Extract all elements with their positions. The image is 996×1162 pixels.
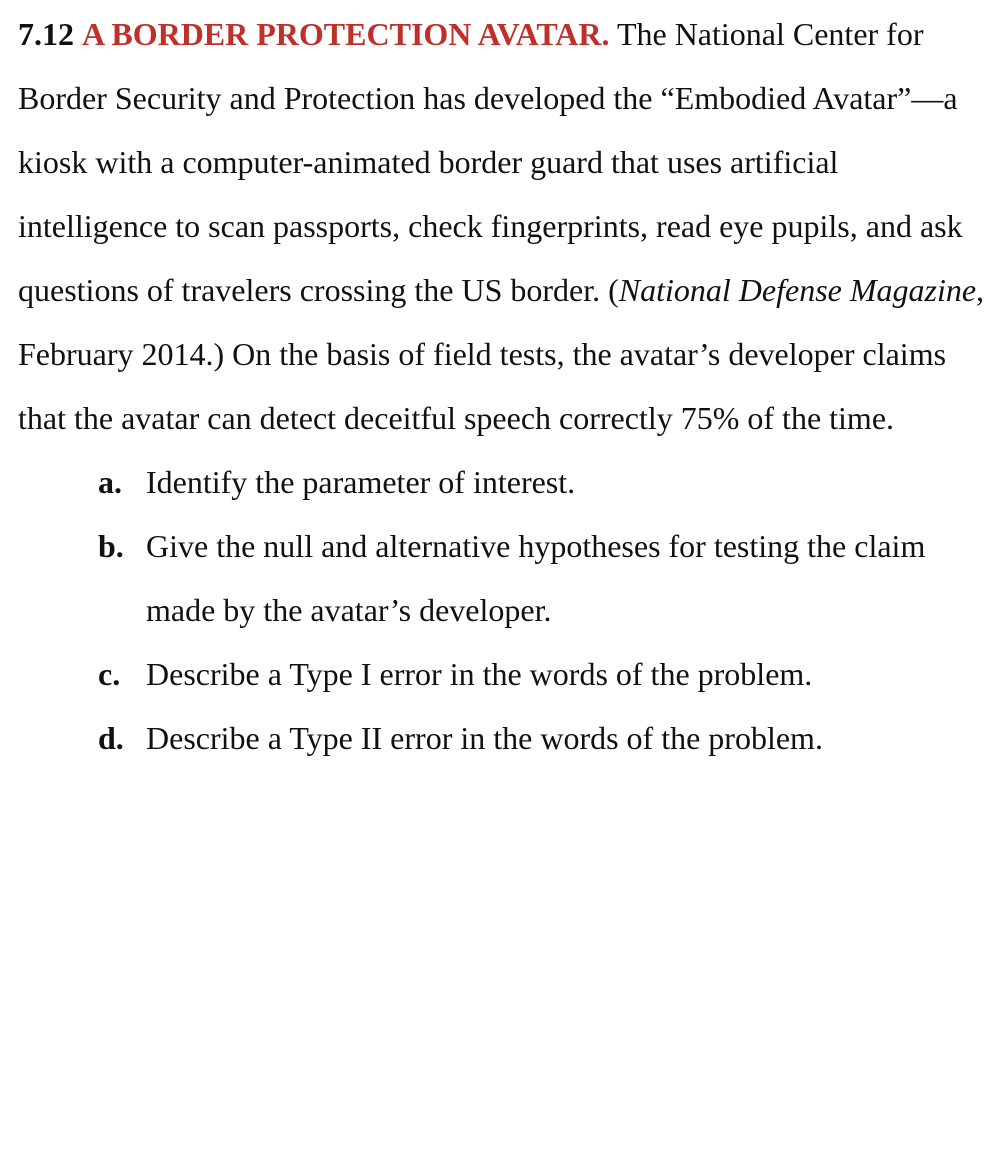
part-text: Identify the parameter of interest. [146,464,576,500]
part-c [98,642,988,706]
part-text: Describe a Type I error in the words of the problem. [146,656,813,692]
citation-date: , February 2014.) [18,272,985,372]
exercise [18,2,988,770]
part-letter: d. [98,720,124,756]
part-d [98,706,988,770]
exercise-parts [98,450,988,770]
exercise-body-continued: On the basis of field tests, the avatar’s developer claims that the avatar can detect deceitful speech correctly 75% of the time. [18,336,947,436]
exercise-intro [18,2,988,450]
citation-source: National Defense Magazine [618,272,977,308]
part-letter: c. [98,656,121,692]
part-a [98,450,988,514]
exercise-body: The National Center for Border Security and Protection has developed the “Embodied Avatar”—a kiosk with a computer-animated border guard that uses artificial intelligence to scan passports, check fingerprints, read eye pupils, and ask questions of travelers crossing the US border. ( [18,16,963,308]
part-letter: a. [98,464,122,500]
exercise-number: 7.12 [18,16,74,52]
exercise-title: A BORDER PROTECTION AVATAR. [82,16,610,52]
part-b [98,514,988,642]
part-text: Give the null and alternative hypotheses for testing the claim made by the avatar’s developer. [146,528,926,628]
part-letter: b. [98,528,124,564]
part-text: Describe a Type II error in the words of the problem. [146,720,823,756]
